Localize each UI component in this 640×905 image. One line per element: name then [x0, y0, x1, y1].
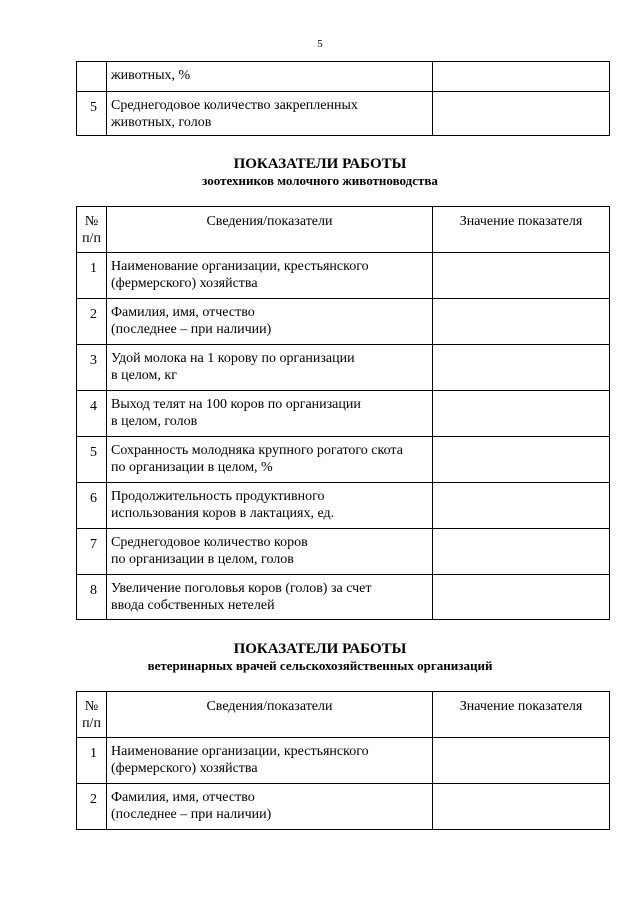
continuation-table — [76, 61, 610, 136]
row-description — [107, 575, 433, 620]
row-description — [107, 299, 433, 345]
table-row — [77, 62, 610, 92]
row-number: 3 — [77, 345, 107, 391]
table-header-row — [77, 207, 610, 253]
header-number-symbol: № — [84, 214, 99, 229]
header-description: Сведения/показатели — [107, 692, 433, 738]
header-number-abbrev: п/п — [82, 716, 101, 731]
row-number: 7 — [77, 529, 107, 575]
row-description-line: по организации в целом, % — [111, 460, 273, 475]
table-row — [77, 299, 610, 345]
row-description — [107, 529, 433, 575]
value-cell[interactable] — [433, 62, 610, 92]
row-number: 2 — [77, 784, 107, 830]
row-description-line: Сохранность молодняка крупного рогатого скота — [111, 443, 403, 458]
row-description-line: животных, голов — [111, 115, 212, 130]
row-description-line: (последнее – при наличии) — [111, 322, 272, 337]
row-number: 1 — [77, 738, 107, 784]
table-row — [77, 784, 610, 830]
row-number: 5 — [77, 92, 107, 136]
header-number — [77, 692, 107, 738]
row-description — [107, 92, 433, 136]
section-subtitle: зоотехников молочного животноводства — [202, 173, 438, 188]
table-row — [77, 738, 610, 784]
table-row — [77, 437, 610, 483]
row-description-line: Увеличение поголовья коров (голов) за счет — [111, 581, 372, 596]
table-row — [77, 575, 610, 620]
row-description-line: Среднегодовое количество коров — [111, 535, 308, 550]
header-number — [77, 207, 107, 253]
row-description — [107, 62, 433, 92]
row-description-line: Продолжительность продуктивного — [111, 489, 325, 504]
header-value: Значение показателя — [433, 207, 610, 253]
value-cell[interactable] — [433, 575, 610, 620]
row-number: 6 — [77, 483, 107, 529]
header-value: Значение показателя — [433, 692, 610, 738]
row-description-line: (фермерского) хозяйства — [111, 761, 258, 776]
row-description-line: животных, % — [111, 68, 191, 83]
row-description — [107, 784, 433, 830]
value-cell[interactable] — [433, 345, 610, 391]
row-description-line: Среднегодовое количество закрепленных — [111, 98, 358, 113]
value-cell[interactable] — [433, 529, 610, 575]
table-header-row — [77, 692, 610, 738]
row-description-line: (последнее – при наличии) — [111, 807, 272, 822]
row-description-line: Фамилия, имя, отчество — [111, 305, 255, 320]
row-number: 1 — [77, 253, 107, 299]
header-number-symbol: № — [84, 699, 99, 714]
row-description-line: (фермерского) хозяйства — [111, 276, 258, 291]
row-description — [107, 345, 433, 391]
section-title: ПОКАЗАТЕЛИ РАБОТЫ — [233, 156, 407, 172]
row-description-line: по организации в целом, голов — [111, 552, 294, 567]
table-row — [77, 529, 610, 575]
row-description — [107, 391, 433, 437]
table-row — [77, 92, 610, 136]
value-cell[interactable] — [433, 92, 610, 136]
section-subtitle: ветеринарных врачей сельскохозяйственных организаций — [147, 658, 493, 673]
value-cell[interactable] — [433, 738, 610, 784]
section-heading-zootechnicians — [0, 155, 640, 189]
row-description-line: Наименование организации, крестьянского — [111, 744, 369, 759]
row-number: 2 — [77, 299, 107, 345]
header-description: Сведения/показатели — [107, 207, 433, 253]
section-heading-veterinarians — [0, 640, 640, 674]
table-row — [77, 253, 610, 299]
indicators-table-veterinarians — [76, 691, 610, 830]
value-cell[interactable] — [433, 784, 610, 830]
row-number: 8 — [77, 575, 107, 620]
row-description-line: Наименование организации, крестьянского — [111, 259, 369, 274]
table-row — [77, 391, 610, 437]
row-description-line: Выход телят на 100 коров по организации — [111, 397, 361, 412]
row-number — [77, 62, 107, 92]
row-number: 4 — [77, 391, 107, 437]
row-description — [107, 253, 433, 299]
row-description — [107, 738, 433, 784]
section-title: ПОКАЗАТЕЛИ РАБОТЫ — [233, 641, 407, 657]
table-row — [77, 345, 610, 391]
row-description-line: ввода собственных нетелей — [111, 598, 275, 613]
row-description-line: Фамилия, имя, отчество — [111, 790, 255, 805]
row-description — [107, 483, 433, 529]
indicators-table-zootechnicians — [76, 206, 610, 620]
row-description — [107, 437, 433, 483]
header-number-abbrev: п/п — [82, 231, 101, 246]
value-cell[interactable] — [433, 483, 610, 529]
row-number: 5 — [77, 437, 107, 483]
row-description-line: Удой молока на 1 корову по организации — [111, 351, 355, 366]
row-description-line: использования коров в лактациях, ед. — [111, 506, 335, 521]
value-cell[interactable] — [433, 391, 610, 437]
value-cell[interactable] — [433, 299, 610, 345]
value-cell[interactable] — [433, 437, 610, 483]
row-description-line: в целом, кг — [111, 368, 177, 383]
row-description-line: в целом, голов — [111, 414, 198, 429]
value-cell[interactable] — [433, 253, 610, 299]
table-row — [77, 483, 610, 529]
page-number: 5 — [317, 38, 323, 50]
